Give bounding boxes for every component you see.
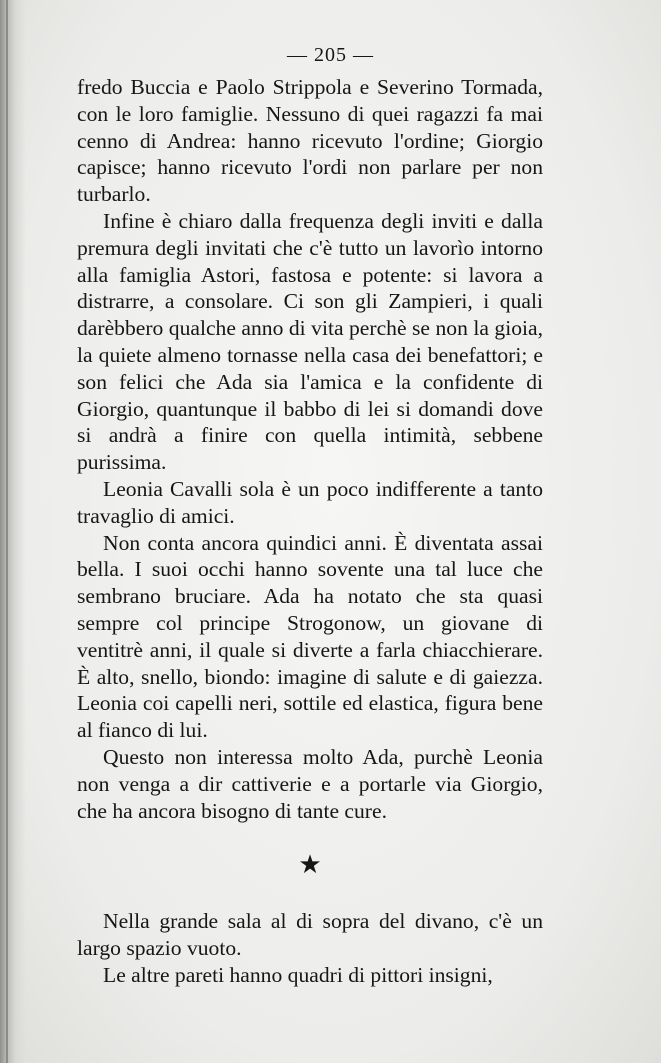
paragraph-3: Leonia Cavalli sola è un poco indifferente a tanto travaglio di amici. xyxy=(77,476,543,528)
page-binding-line xyxy=(6,0,8,1063)
paragraph-1: fredo Buccia e Paolo Strippola e Severino Tormada, con le loro famiglie. Nessuno di quei ragazzi fa mai cenno di Andrea: hanno ricevuto l'ordine; Giorgio capisce; hanno ricevuto l'ordi non parlare per non turbarlo. xyxy=(77,75,543,207)
page-number: — 205 — xyxy=(287,44,374,66)
paragraph-4: Non conta ancora quindici anni. È diventata assai bella. I suoi occhi hanno sovente una tal luce che sembrano bruciare. Ada ha notato che sta quasi sempre col principe Strogonow, un giovane di ventitrè anni, il quale si diverte a farla chiacchierare. È alto, snello, biondo: imagine di salute e di gaiezza. Leonia coi capelli neri, sottile ed elastica, figura bene al fianco di lui. xyxy=(77,530,543,743)
paragraph-6: Nella grande sala al di sopra del divano, c'è un largo spazio vuoto. xyxy=(77,909,543,961)
page-binding-shadow xyxy=(0,0,26,1063)
section-separator-star: ★ xyxy=(298,850,322,880)
paragraph-7: Le altre pareti hanno quadri di pittori insigni, xyxy=(103,962,493,987)
body-text xyxy=(77,74,543,989)
paragraph-2: Infine è chiaro dalla frequenza degli inviti e dalla premura degli invitati che c'è tutto un lavorìo intorno alla famiglia Astori, fastosa e potente: si lavora a distrarre, a consolare. Ci son gli Zampieri, i quali darèbbero qualche anno di vita perchè se non la gioia, la quiete almeno tornasse nella casa dei benefattori; e son felici che Ada sia l'amica e la confidente di Giorgio, quantunque il babbo di lei si domandi dove si andrà a finire con quella intimità, sebbene purissima. xyxy=(77,208,543,475)
paragraph-5: Questo non interessa molto Ada, purchè Leonia non venga a dir cattiverie e a portarle via Giorgio, che ha ancora bisogno di tante cure. xyxy=(77,744,543,823)
